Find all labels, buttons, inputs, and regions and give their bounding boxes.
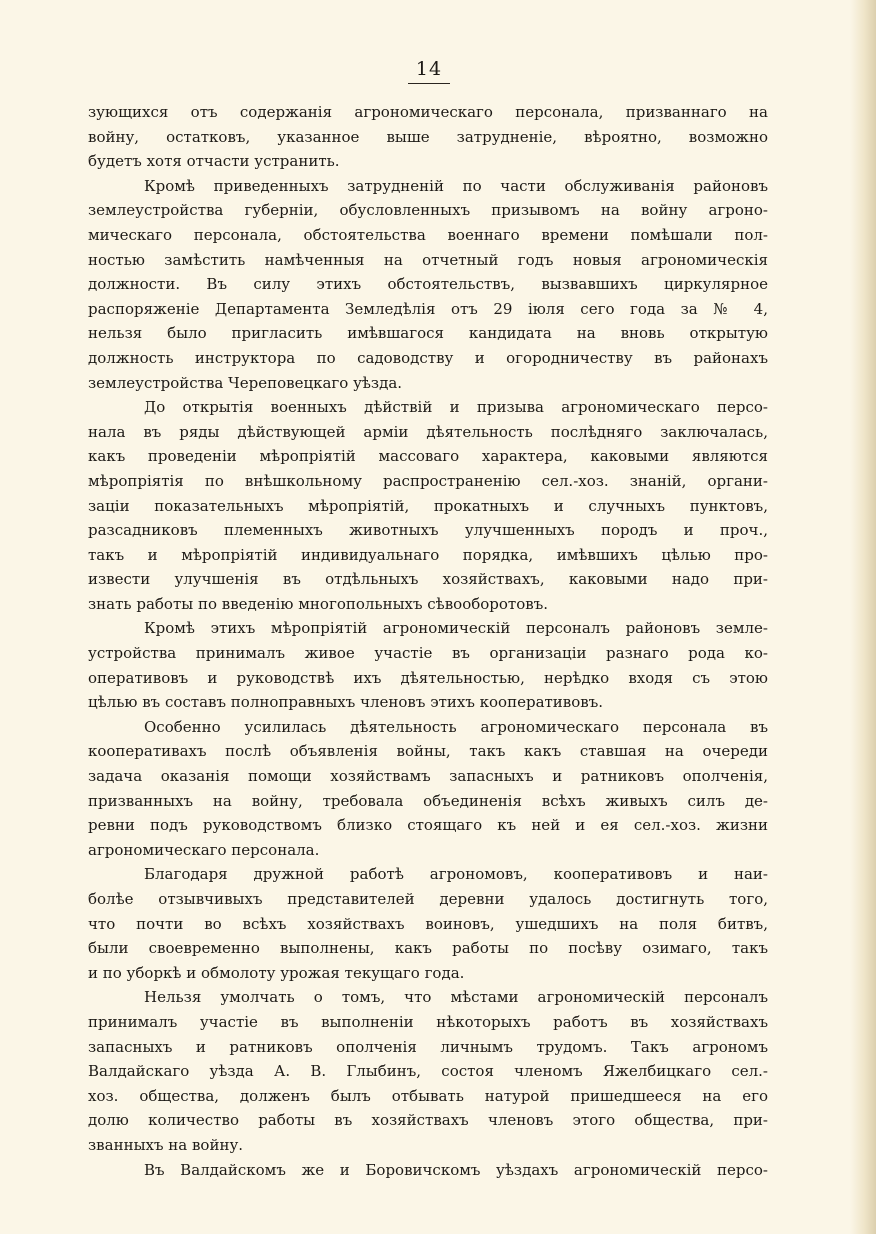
- page-edge-shadow: [850, 0, 876, 1234]
- page-number-rule: [408, 83, 450, 84]
- text-line: запасныхъ и ратниковъ ополченія личнымъ трудомъ. Такъ агрономъ: [88, 1037, 768, 1056]
- text-line: знать работы по введенію многопольныхъ сѣвооборотовъ.: [88, 594, 549, 613]
- text-line: заціи показательныхъ мѣропріятій, прокатныхъ и случныхъ пунктовъ,: [88, 496, 768, 515]
- text-line: нала въ ряды дѣйствующей арміи дѣятельность послѣдняго заключалась,: [88, 422, 768, 441]
- text-line: мѣропріятія по внѣшкольному распространенію сел.-хоз. знаній, органи-: [88, 471, 768, 490]
- text-line: нельзя было пригласить имѣвшагося кандидата на вновь открытую: [88, 324, 768, 343]
- text-line: болѣе отзывчивыхъ представителей деревни удалось достигнуть того,: [88, 890, 768, 908]
- text-line: кооперативахъ послѣ объявленія войны, такъ какъ ставшая на очереди: [88, 742, 768, 761]
- text-line: Нельзя умолчать о томъ, что мѣстами агрономическій персоналъ: [144, 988, 768, 1007]
- text-line: принималъ участіе въ выполненіи нѣкоторыхъ работъ въ хозяйствахъ: [88, 1012, 768, 1031]
- text-line: оперативовъ и руководствѣ ихъ дѣятельностью, нерѣдко входя съ этою: [88, 668, 768, 687]
- page-number: 14: [415, 58, 443, 80]
- text-line: землеустройства губерніи, обусловленныхъ призывомъ на войну агроно-: [88, 201, 768, 220]
- text-line: такъ и мѣропріятій индивидуальнаго порядка, имѣвшихъ цѣлью про-: [88, 545, 768, 564]
- text-line: разсадниковъ племенныхъ животныхъ улучшенныхъ породъ и проч.,: [88, 521, 768, 540]
- text-line: Валдайскаго уѣзда А. В. Глыбинъ, состоя членомъ Яжелбицкаго сел.-: [88, 1062, 768, 1081]
- text-line: Въ Валдайскомъ же и Боровичскомъ уѣздахъ агрономическій персо-: [144, 1160, 768, 1179]
- text-line: Кромѣ этихъ мѣропріятій агрономическій персоналъ районовъ земле-: [144, 619, 768, 638]
- text-line: ревни подъ руководствомъ близко стоящаго къ ней и ея сел.-хоз. жизни: [88, 816, 768, 835]
- text-line: задача оказанія помощи хозяйствамъ запасныхъ и ратниковъ ополченія,: [88, 767, 768, 786]
- text-line: агрономическаго персонала.: [88, 840, 320, 859]
- text-line: землеустройства Череповецкаго уѣзда.: [88, 373, 403, 392]
- text-line: извести улучшенія въ отдѣльныхъ хозяйствахъ, каковыми надо при-: [88, 570, 768, 589]
- text-line: были своевременно выполнены, какъ работы по посѣву озимаго, такъ: [88, 939, 768, 958]
- text-line: войну, остатковъ, указанное выше затрудненіе, вѣроятно, возможно: [88, 127, 768, 146]
- text-line: хоз. общества, долженъ былъ отбывать натурой пришедшееся на его: [88, 1086, 768, 1105]
- text-line: мическаго персонала, обстоятельства военнаго времени помѣшали пол-: [88, 225, 768, 244]
- text-line: устройства принималъ живое участіе въ организаціи разнаго рода ко-: [88, 644, 768, 663]
- text-line: долю количество работы въ хозяйствахъ членовъ этого общества, при-: [88, 1111, 768, 1130]
- text-line: Благодаря дружной работѣ агрономовъ, кооперативовъ и наи-: [144, 865, 768, 884]
- text-line: ностью замѣстить намѣченныя на отчетный годъ новыя агрономическія: [88, 250, 768, 269]
- text-line: должности. Въ силу этихъ обстоятельствъ, вызвавшихъ циркулярное: [88, 275, 768, 294]
- body-text: [88, 100, 768, 1182]
- text-line: призванныхъ на войну, требовала объединенія всѣхъ живыхъ силъ де-: [88, 791, 768, 810]
- text-line: цѣлью въ составъ полноправныхъ членовъ этихъ кооперативовъ.: [88, 693, 604, 712]
- text-line: что почти во всѣхъ хозяйствахъ воиновъ, ушедшихъ на поля битвъ,: [88, 914, 768, 933]
- text-line: званныхъ на войну.: [88, 1135, 244, 1154]
- text-line: будетъ хотя отчасти устранить.: [88, 152, 340, 171]
- text-line: Особенно усилилась дѣятельность агрономическаго персонала въ: [144, 717, 768, 736]
- text-line: должность инструктора по садоводству и огородничеству въ районахъ: [88, 348, 768, 367]
- text-line: какъ проведеніи мѣропріятій массоваго характера, каковыми являются: [88, 447, 768, 466]
- text-line: распоряженіе Департамента Земледѣлія отъ 29 іюля сего года за № 4,: [88, 299, 768, 318]
- text-line: Кромѣ приведенныхъ затрудненій по части обслуживанія районовъ: [144, 176, 768, 195]
- text-line: До открытія военныхъ дѣйствій и призыва агрономическаго персо-: [144, 398, 768, 417]
- text-line: и по уборкѣ и обмолоту урожая текущаго года.: [88, 963, 465, 982]
- text-line: зующихся отъ содержанія агрономическаго персонала, призваннаго на: [88, 103, 768, 121]
